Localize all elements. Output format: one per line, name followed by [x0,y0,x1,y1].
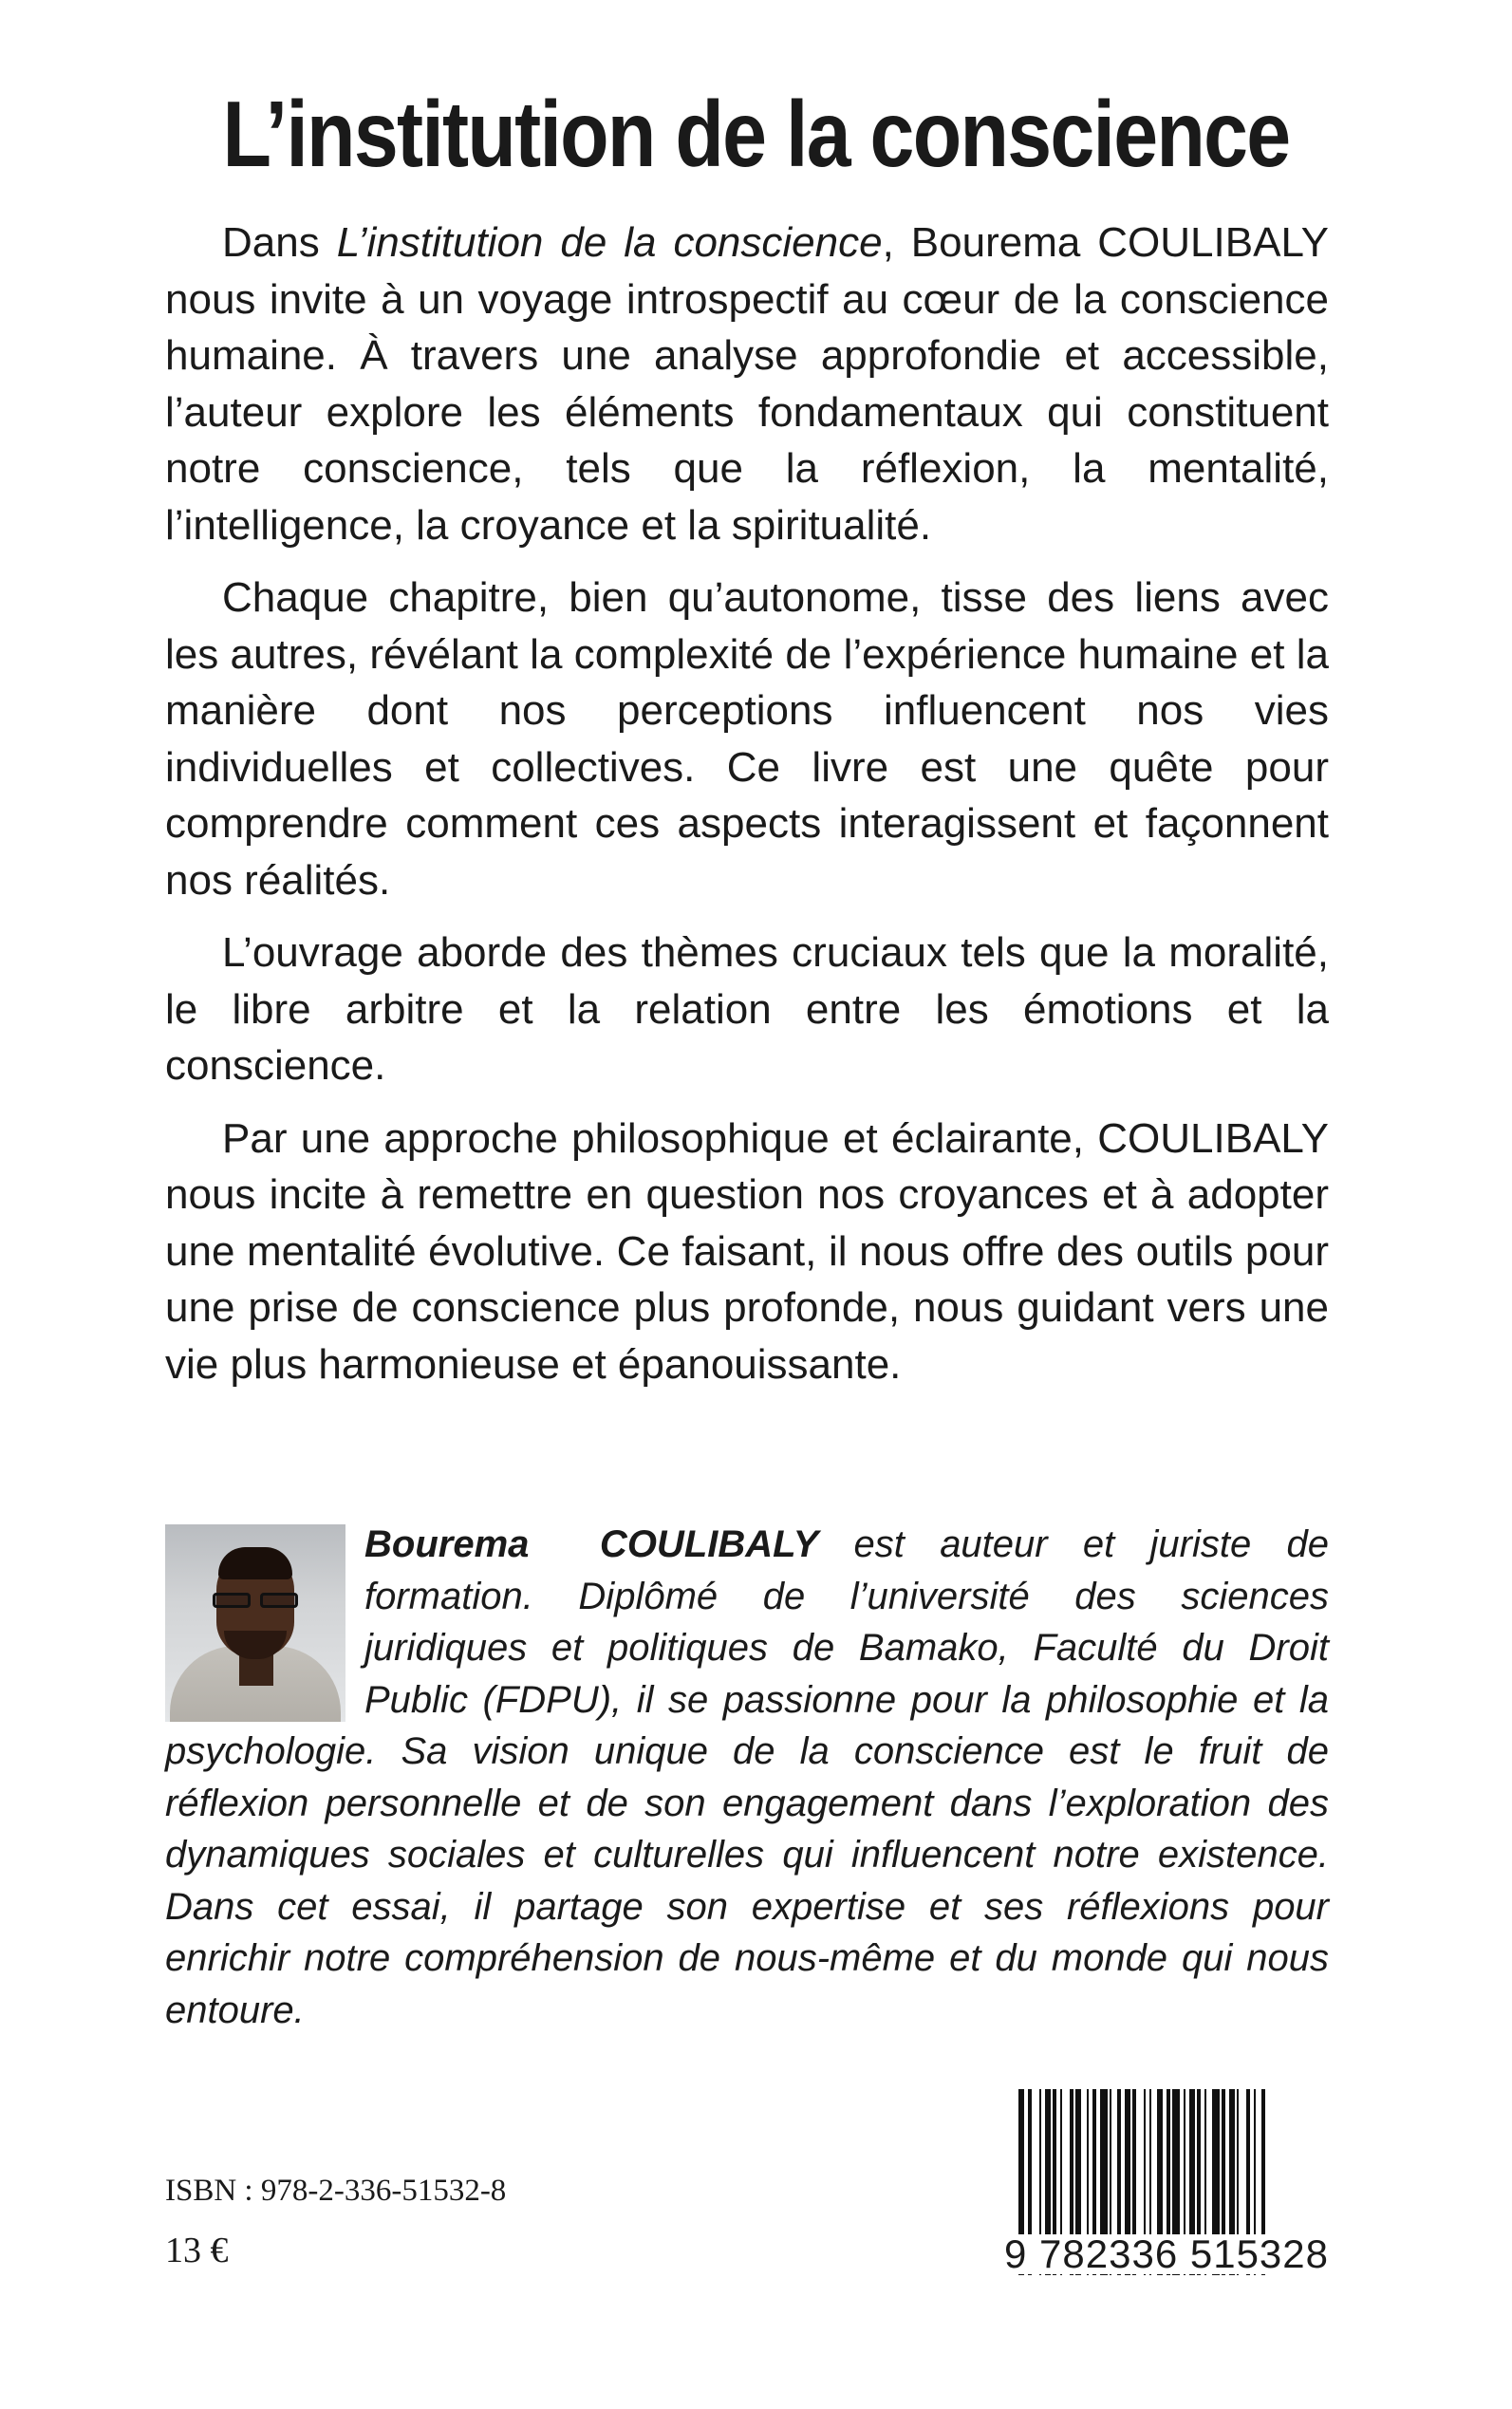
author-bio [165,1519,1329,2036]
price: 13 € [165,2231,229,2270]
isbn: ISBN : 978-2-336-51532-8 [165,2174,507,2208]
summary-paragraph-1 [165,215,1329,553]
author-name: Bourema COULIBALY [364,1523,819,1565]
author-photo [165,1524,345,1722]
summary-p1-lead: Dans [222,219,337,266]
summary-p1-book-title: L’institution de la conscience [336,219,883,266]
summary-p1-text: , Bourema COULIBALY nous invite à un voyage introspectif au cœur de la conscience humaine. À travers une analyse approfondie et accessible, l’auteur explore les éléments fondamentaux qui constituent notre conscience, tels que la réflexion, la mentalité, l’intelligence, la croyance et la spiritualité. [165,219,1329,549]
back-cover-summary [165,215,1329,1409]
summary-paragraph-2: Chaque chapitre, bien qu’autonome, tisse des liens avec les autres, révélant la complexité de l’expérience humaine et la manière dont nos perceptions influencent nos vies individuelles et collectives. Ce livre est une quête pour comprendre comment ces aspects interagissent et façonnent nos réalités. [165,574,1329,904]
book-title: L’institution de la conscience [222,82,1290,186]
summary-paragraph-4: Par une approche philosophique et éclairante, COULIBALY nous incite à remettre en question nos croyances et à adopter une mentalité évolutive. Ce faisant, il nous offre des outils pour une prise de conscience plus profonde, nous guidant vers une vie plus harmonieuse et épanouissante. [165,1114,1329,1388]
summary-paragraph-3: L’ouvrage aborde des thèmes cruciaux tels que la moralité, le libre arbitre et la relation entre les émotions et la conscience. [165,929,1329,1089]
barcode-number: 9 782336 515328 [981,2234,1329,2274]
author-bio-text: est auteur et juriste de formation. Diplômé de l’université des sciences juridiques et politiques de Bamako, Faculté du Droit Public (FDPU), il se passionne pour la philosophie et la psychologie. Sa vision unique de la conscience est le fruit de réflexion personnelle et de son engagement dans l’exploration des dynamiques sociales et culturelles qui influencent notre existence. Dans cet essai, il partage son expertise et ses réflexions pour enrichir notre compréhension de nous-même et du monde qui nous entoure. [165,1523,1329,2031]
